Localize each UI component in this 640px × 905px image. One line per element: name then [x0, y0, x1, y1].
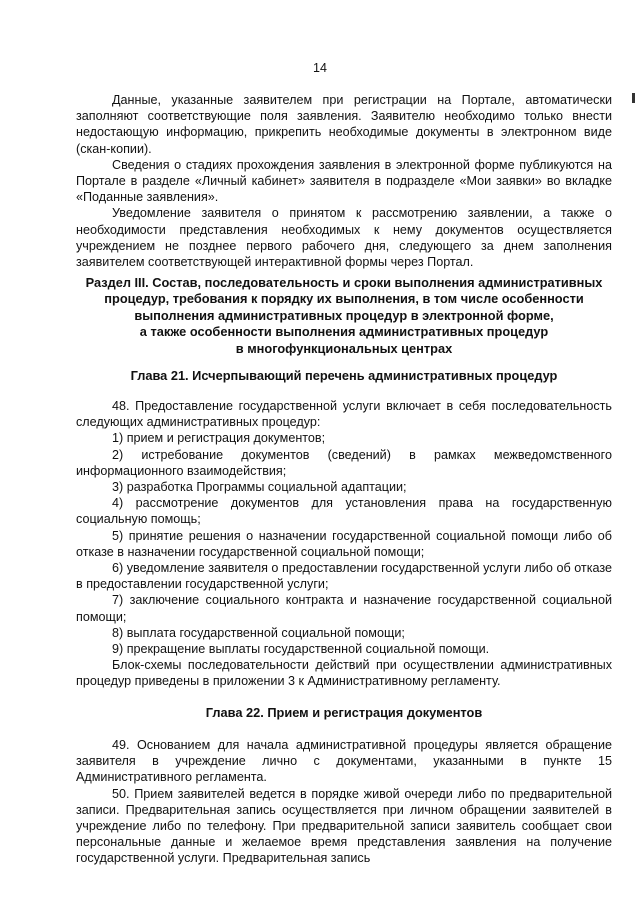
chapter-22-body — [76, 737, 612, 867]
list-item: 8) выплата государственной социальной помощи; — [112, 625, 405, 640]
page-number: 14 — [313, 61, 327, 75]
section-heading-line: Раздел III. Состав, последовательность и сроки выполнения административных — [85, 275, 603, 290]
chapter-22-heading: Глава 22. Прием и регистрация документов — [205, 705, 483, 720]
list-item: 4) рассмотрение документов для установления права на государственную социальную помощь; — [76, 496, 612, 527]
section-heading-line: выполнения административных процедур в электронной форме, — [134, 307, 554, 323]
intro-block — [76, 92, 612, 270]
section-heading-line: а также особенности выполнения административных процедур — [139, 324, 549, 340]
paragraph-status-info: Сведения о стадиях прохождения заявления в электронной форме публикуются на Портале в разделе «Личный кабинет» заявителя в подразделе «Мои заявки» во вкладке «Поданные заявления». — [76, 157, 612, 205]
chapter-21-heading: Глава 21. Исчерпывающий перечень административных процедур — [130, 368, 558, 383]
paragraph-48-intro: 48. Предоставление государственной услуги включает в себя последовательность следующих административных процедур: — [76, 399, 612, 430]
section-heading — [76, 275, 612, 357]
paragraph-50: 50. Прием заявителей ведется в порядке живой очереди либо по предварительной записи. Предварительная запись осуществляется при личном обращении заявителей в учреждение либо по телефону. При предварительной записи заявитель сообщает свои персональные данные и желаемое время представления заявления на получение государственной услуги. Предварительная запись — [76, 786, 612, 866]
paragraph-portal-data: Данные, указанные заявителем при регистрации на Портале, автоматически заполняют соответствующие поля заявления. Заявителю необходимо только внести недостающую информацию, прикрепить необходимые документы в электронном виде (скан-копии). — [76, 93, 612, 156]
section-heading-line: процедур, требования к порядку их выполнения, в том числе особенности — [104, 291, 584, 307]
section-heading-line: в многофункциональных центрах — [235, 340, 453, 356]
paragraph-48 — [76, 398, 612, 690]
list-item: 7) заключение социального контракта и назначение государственной социальной помощи; — [76, 593, 612, 624]
paragraph-notification: Уведомление заявителя о принятом к рассмотрению заявлении, а также о необходимости представления необходимых к нему документов осуществляется учреждением не позднее первого рабочего дня, следующего за днем заполнения заявителем соответствующей интерактивной формы через Портал. — [76, 206, 612, 270]
paragraph-49: 49. Основанием для начала административной процедуры является обращение заявителя в учреждение лично с документами, указанными в пункте 15 Административного регламента. — [76, 738, 612, 785]
list-item: 6) уведомление заявителя о предоставлении государственной услуги либо об отказе в предоставлении государственной услуги; — [76, 561, 612, 592]
paragraph-48-flowcharts: Блок-схемы последовательности действий при осуществлении административных процедур приведены в приложении 3 к Административному регламенту. — [76, 658, 612, 689]
list-item: 1) прием и регистрация документов; — [112, 431, 326, 446]
list-item: 5) принятие решения о назначении государственной социальной помощи либо об отказе в назначении государственной социальной помощи; — [76, 528, 612, 559]
margin-mark — [632, 93, 635, 103]
list-item: 3) разработка Программы социальной адаптации; — [112, 480, 407, 495]
list-item: 9) прекращение выплаты государственной социальной помощи. — [112, 642, 490, 657]
list-item: 2) истребование документов (сведений) в рамках межведомственного информационного взаимодействия; — [76, 447, 612, 478]
